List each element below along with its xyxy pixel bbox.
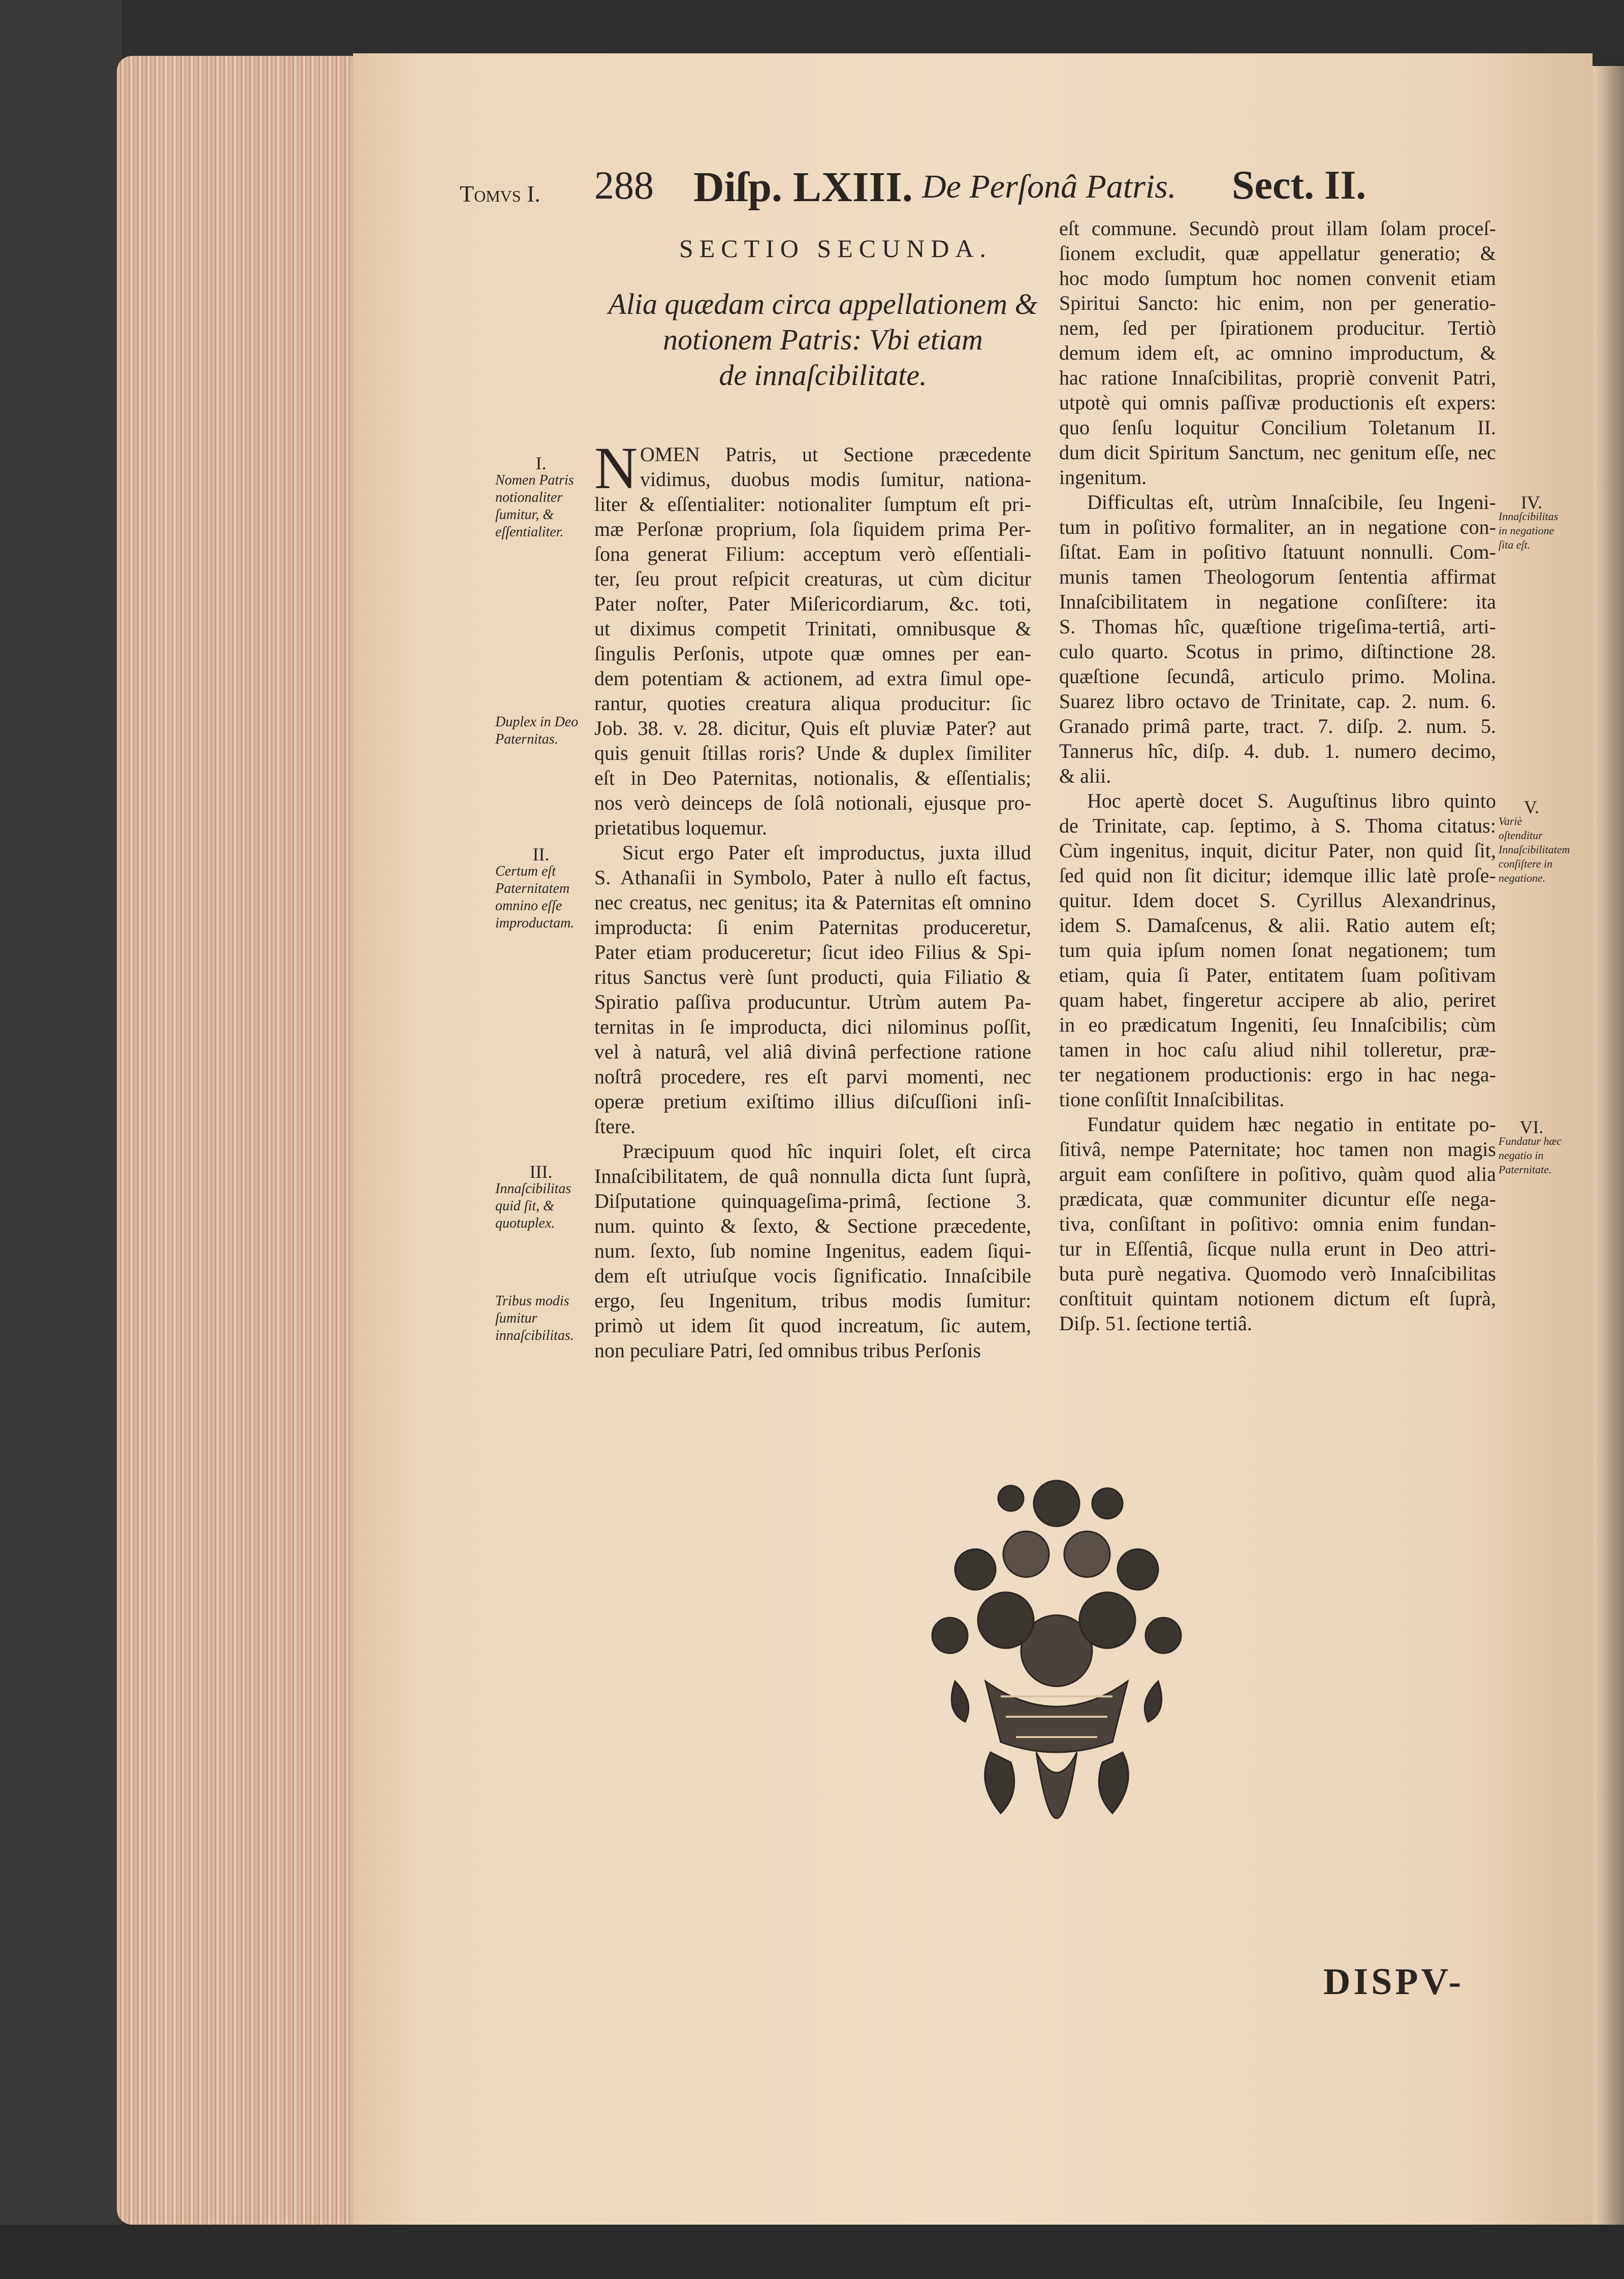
text-line: ſionem excludit, quæ appellatur generatio; & — [1059, 242, 1496, 265]
margin-note-number: III. — [529, 1162, 553, 1182]
text-line: OMEN Patris, ut Sectione præcedente — [640, 443, 1031, 466]
text-line: Tannerus hîc, diſp. 4. dub. 1. numero decimo, — [1059, 740, 1496, 762]
text-line: num. quinto & ſexto, & Sectione præcedente, — [594, 1214, 1031, 1237]
text-line: Pater noſter, Pater Miſericordiarum, &c. toti, — [594, 592, 1031, 615]
text-line: tiva, conſiſtant in poſitivo: omnia enim fundan- — [1059, 1212, 1496, 1235]
catchword: DISPV- — [1323, 1961, 1464, 2003]
text-line: dem eſt utriuſque vocis ſignificatio. Innaſcibile — [594, 1264, 1031, 1287]
left-text-column — [594, 435, 1031, 1363]
volume-label: Tomvs I. — [460, 181, 540, 207]
text-line: ingenitum. — [1059, 466, 1147, 489]
text-line: in eo prædicatum Ingeniti, ſeu Innaſcibilis; cùm — [1059, 1013, 1496, 1036]
text-line: hac ratione Innaſcibilitas, propriè convenit Patri, — [1059, 366, 1496, 389]
margin-note-number: IV. — [1520, 492, 1543, 512]
text-line: Granado primâ parte, tract. 7. diſp. 2. num. 5. — [1059, 715, 1496, 737]
section-subtitle-line: Alia quædam circa appellationem & — [608, 287, 1038, 320]
text-line: noſtrâ procedere, res eſt parvi momenti, nec — [594, 1065, 1031, 1088]
text-line: buta purè negativa. Quomodo verò Innaſcibilitas — [1059, 1262, 1496, 1285]
text-line: demum idem eſt, ac omnino improductum, & — [1059, 341, 1496, 364]
margin-note — [495, 1163, 587, 1232]
margin-note — [495, 1293, 587, 1344]
margin-note-text: Tribus modis ſumitur innaſcibilitas. — [495, 1293, 574, 1343]
text-line: ſona generat Filium: acceptum verò eſſentiali- — [594, 542, 1031, 565]
text-line: de Trinitate, cap. ſeptimo, à S. Thoma citatus: — [1059, 814, 1496, 837]
text-line: non peculiare Patri, ſed omnibus tribus Perſonis — [594, 1339, 981, 1362]
text-line: vel à naturâ, vel aliâ divinâ perfectione ratione — [594, 1040, 1031, 1063]
margin-note-text: Innaſcibilitas in negatione ſita eſt. — [1499, 510, 1558, 551]
margin-note-text: Innaſcibilitas quid ſit, & quotuplex. — [495, 1181, 571, 1231]
text-line: ſitivâ, nempe Paternitate; hoc tamen non magis — [1059, 1138, 1496, 1161]
margin-note-text: Certum eſt Paternitatem omnino eſſe improductam. — [495, 863, 575, 931]
text-line: ritus Sanctus verè ſunt producti, quia Filiatio & — [594, 966, 1031, 988]
section-heading: SECTIO SECUNDA. — [679, 234, 993, 263]
text-line: operæ pretium exiſtimo illius diſcuſſioni inſi- — [594, 1090, 1031, 1113]
text-line: hoc modo ſumptum hoc nomen convenit etiam — [1059, 267, 1496, 290]
margin-note-text: Fundatur hæc negatio in Paternitate. — [1499, 1135, 1562, 1176]
drop-cap: N — [594, 435, 638, 501]
text-line: liter & eſſentialiter: notionaliter ſumptum eſt pri- — [594, 493, 1031, 516]
margin-note — [495, 846, 587, 932]
text-line: Innaſcibilitatem, de quâ nonnulla dicta ſunt ſuprà, — [594, 1165, 1031, 1187]
text-line: quæſtione ſecundâ, articulo primo. Molina. — [1059, 665, 1496, 688]
margin-note-number: II. — [532, 844, 550, 864]
margin-note-text: Duplex in Deo Paternitas. — [495, 714, 579, 747]
text-line: eſt commune. Secundò prout illam ſolam proceſ- — [1059, 217, 1496, 240]
text-line: Diſputatione quinquageſima-primâ, ſectione 3. — [594, 1190, 1031, 1212]
text-line: ſiſtat. Eam in poſitivo ſtatuunt nonnulli. Com- — [1059, 540, 1496, 563]
text-line: tione conſiſtit Innaſcibilitas. — [1059, 1088, 1285, 1111]
page-number: 288 — [594, 163, 654, 207]
text-line: primò ut idem ſit quod increatum, ſic autem, — [594, 1314, 1031, 1337]
text-line: nos verò deinceps de ſolâ notionali, ejusque pro- — [594, 791, 1031, 814]
text-line: ter negationem productionis: ergo in hac nega- — [1059, 1063, 1496, 1086]
right-text-column — [1059, 216, 1496, 1336]
scan-background-top — [0, 0, 1624, 53]
scan-background-bottom — [0, 2225, 1624, 2279]
text-line: ſingulis Perſonis, utpote quæ omnes per ean- — [594, 642, 1031, 665]
text-line: ternitas in ſe improducta, dici nilominus poſſit, — [594, 1015, 1031, 1038]
text-line: tum in poſitivo formaliter, an in negatione con- — [1059, 516, 1496, 538]
margin-note-text: Nomen Patris notionaliter ſumitur, & eſſentialiter. — [495, 472, 574, 540]
text-line: conſtituit quintam notionem dictum eſt ſuprà, — [1059, 1287, 1496, 1310]
text-line: Job. 38. v. 28. dicitur, Quis eſt pluviæ Pater? aut — [594, 717, 1031, 740]
text-line: prietatibus loquemur. — [594, 816, 767, 839]
text-line: tur in Eſſentiâ, ſicque nulla erunt in Deo attri- — [1059, 1237, 1496, 1260]
text-line: Præcipuum quod hîc inquiri ſolet, eſt circa — [622, 1140, 1031, 1163]
text-line: culo quarto. Scotus in primo, diſtinctione 28. — [1059, 640, 1496, 663]
text-line: ut diximus competit Trinitati, omnibusque & — [594, 617, 1031, 640]
margin-note — [495, 455, 587, 541]
text-line: Spiritui Sancto: hic enim, non per generatio- — [1059, 292, 1496, 314]
book-page-edges — [117, 56, 361, 2225]
text-line: Diſp. 51. ſectione tertiâ. — [1059, 1312, 1252, 1335]
margin-note — [1499, 1117, 1565, 1177]
disputation-label: Diſp. LXIII. — [693, 164, 913, 211]
text-line: Innaſcibilitatem in negatione conſiſtere: ita — [1059, 590, 1496, 613]
text-line: utpotè qui omnis paſſivæ productionis eſt expers: — [1059, 391, 1496, 414]
text-line: improducta: ſi enim Paternitas produceretur, — [594, 916, 1031, 939]
text-line: quam habet, fingeretur accipere ab alio, periret — [1059, 988, 1496, 1011]
text-line: & alii. — [1059, 764, 1111, 787]
floral-basket-ornament — [914, 1468, 1199, 1823]
text-line: idem S. Damaſcenus, & alii. Ratio autem eſt; — [1059, 914, 1496, 937]
text-line: arguit eam conſiſtere in poſitivo, quàm quod alia — [1059, 1163, 1496, 1185]
text-line: Difficultas eſt, utrùm Innaſcibile, ſeu Ingeni- — [1087, 491, 1496, 513]
margin-note — [1499, 797, 1570, 885]
text-line: vidimus, duobus modis ſumitur, nationa- — [640, 468, 1031, 491]
text-line: rantur, quoties creatura aliqua producitur: ſic — [594, 692, 1031, 715]
margin-note-number: I. — [535, 453, 547, 473]
text-line: etiam, quia ſi Pater, entitatem ſuam poſitivam — [1059, 964, 1496, 986]
text-line: ſtere. — [594, 1115, 636, 1138]
section-subtitle-line: de innaſcibilitate. — [719, 359, 927, 392]
text-line: Fundatur quidem hæc negatio in entitate po- — [1087, 1113, 1496, 1136]
section-label: Sect. II. — [1232, 163, 1366, 208]
text-line: S. Athanaſii in Symbolo, Pater à nullo eſt factus, — [594, 866, 1031, 889]
margin-note-text: Variè oſtenditur Innaſcibilitatem conſiſtere in negatione. — [1499, 815, 1570, 884]
text-line: quo ſenſu loquitur Concilium Toletanum II. — [1059, 416, 1496, 439]
text-line: Sicut ergo Pater eſt improductus, juxta illud — [622, 841, 1031, 864]
running-title: De Perſonâ Patris. — [922, 168, 1176, 205]
text-line: Cùm ingenitus, inquit, dicitur Pater, non quid ſit, — [1059, 839, 1496, 862]
margin-note-number: V. — [1523, 797, 1540, 817]
text-line: num. ſexto, ſub nomine Ingenitus, eadem ſiqui- — [594, 1239, 1031, 1262]
text-line: quitur. Idem docet S. Cyrillus Alexandrinus, — [1059, 889, 1496, 912]
text-line: nem, ſed per ſpirationem producitur. Tertiò — [1059, 316, 1496, 339]
text-line: Spiratio paſſiva producuntur. Utrùm autem Pa- — [594, 990, 1031, 1013]
text-line: munis tamen Theologorum ſententia affirmat — [1059, 565, 1496, 588]
section-subtitle-line: notionem Patris: Vbi etiam — [663, 323, 983, 356]
margin-note — [1499, 492, 1565, 552]
text-line: tum quia ipſum nomen ſonat negationem; tum — [1059, 939, 1496, 961]
text-line: nec creatus, nec genitus; ita & Paternitas eſt omnino — [594, 891, 1031, 914]
text-line: ſed quid non ſit dicitur; idemque illic latè proſe- — [1059, 864, 1496, 887]
text-line: ter, ſeu prout reſpicit creaturas, ut cùm dicitur — [594, 567, 1031, 590]
text-line: Suarez libro octavo de Trinitate, cap. 2. num. 6. — [1059, 690, 1496, 713]
margin-note — [495, 714, 587, 748]
scan-background-left — [0, 0, 122, 2279]
text-line: quis genuit ſtillas roris? Unde & duplex ſimiliter — [594, 742, 1031, 764]
text-line: mæ Perſonæ proprium, ſola ſiquidem prima Per- — [594, 518, 1031, 540]
text-line: prædicata, quæ communiter dicuntur eſſe nega- — [1059, 1187, 1496, 1210]
text-line: dum dicit Spiritum Sanctum, nec genitum eſſe, nec — [1059, 441, 1496, 464]
text-line: dem potentiam & actionem, ad extra ſimul ope- — [594, 667, 1031, 690]
text-line: S. Thomas hîc, quæſtione trigeſima-tertiâ, arti- — [1059, 615, 1496, 638]
text-line: ergo, ſeu Ingenitum, tribus modis ſumitur: — [594, 1289, 1031, 1312]
text-line: tamen in hoc caſu aliud nihil tolleretur, præ- — [1059, 1038, 1496, 1061]
text-line: eſt in Deo Paternitas, notionalis, & eſſentialis; — [594, 766, 1031, 789]
text-line: Hoc apertè docet S. Auguſtinus libro quinto — [1087, 789, 1496, 812]
text-line: Pater etiam produceretur; ſicut ideo Filius & Spi- — [594, 941, 1031, 964]
margin-note-number: VI. — [1519, 1117, 1544, 1137]
